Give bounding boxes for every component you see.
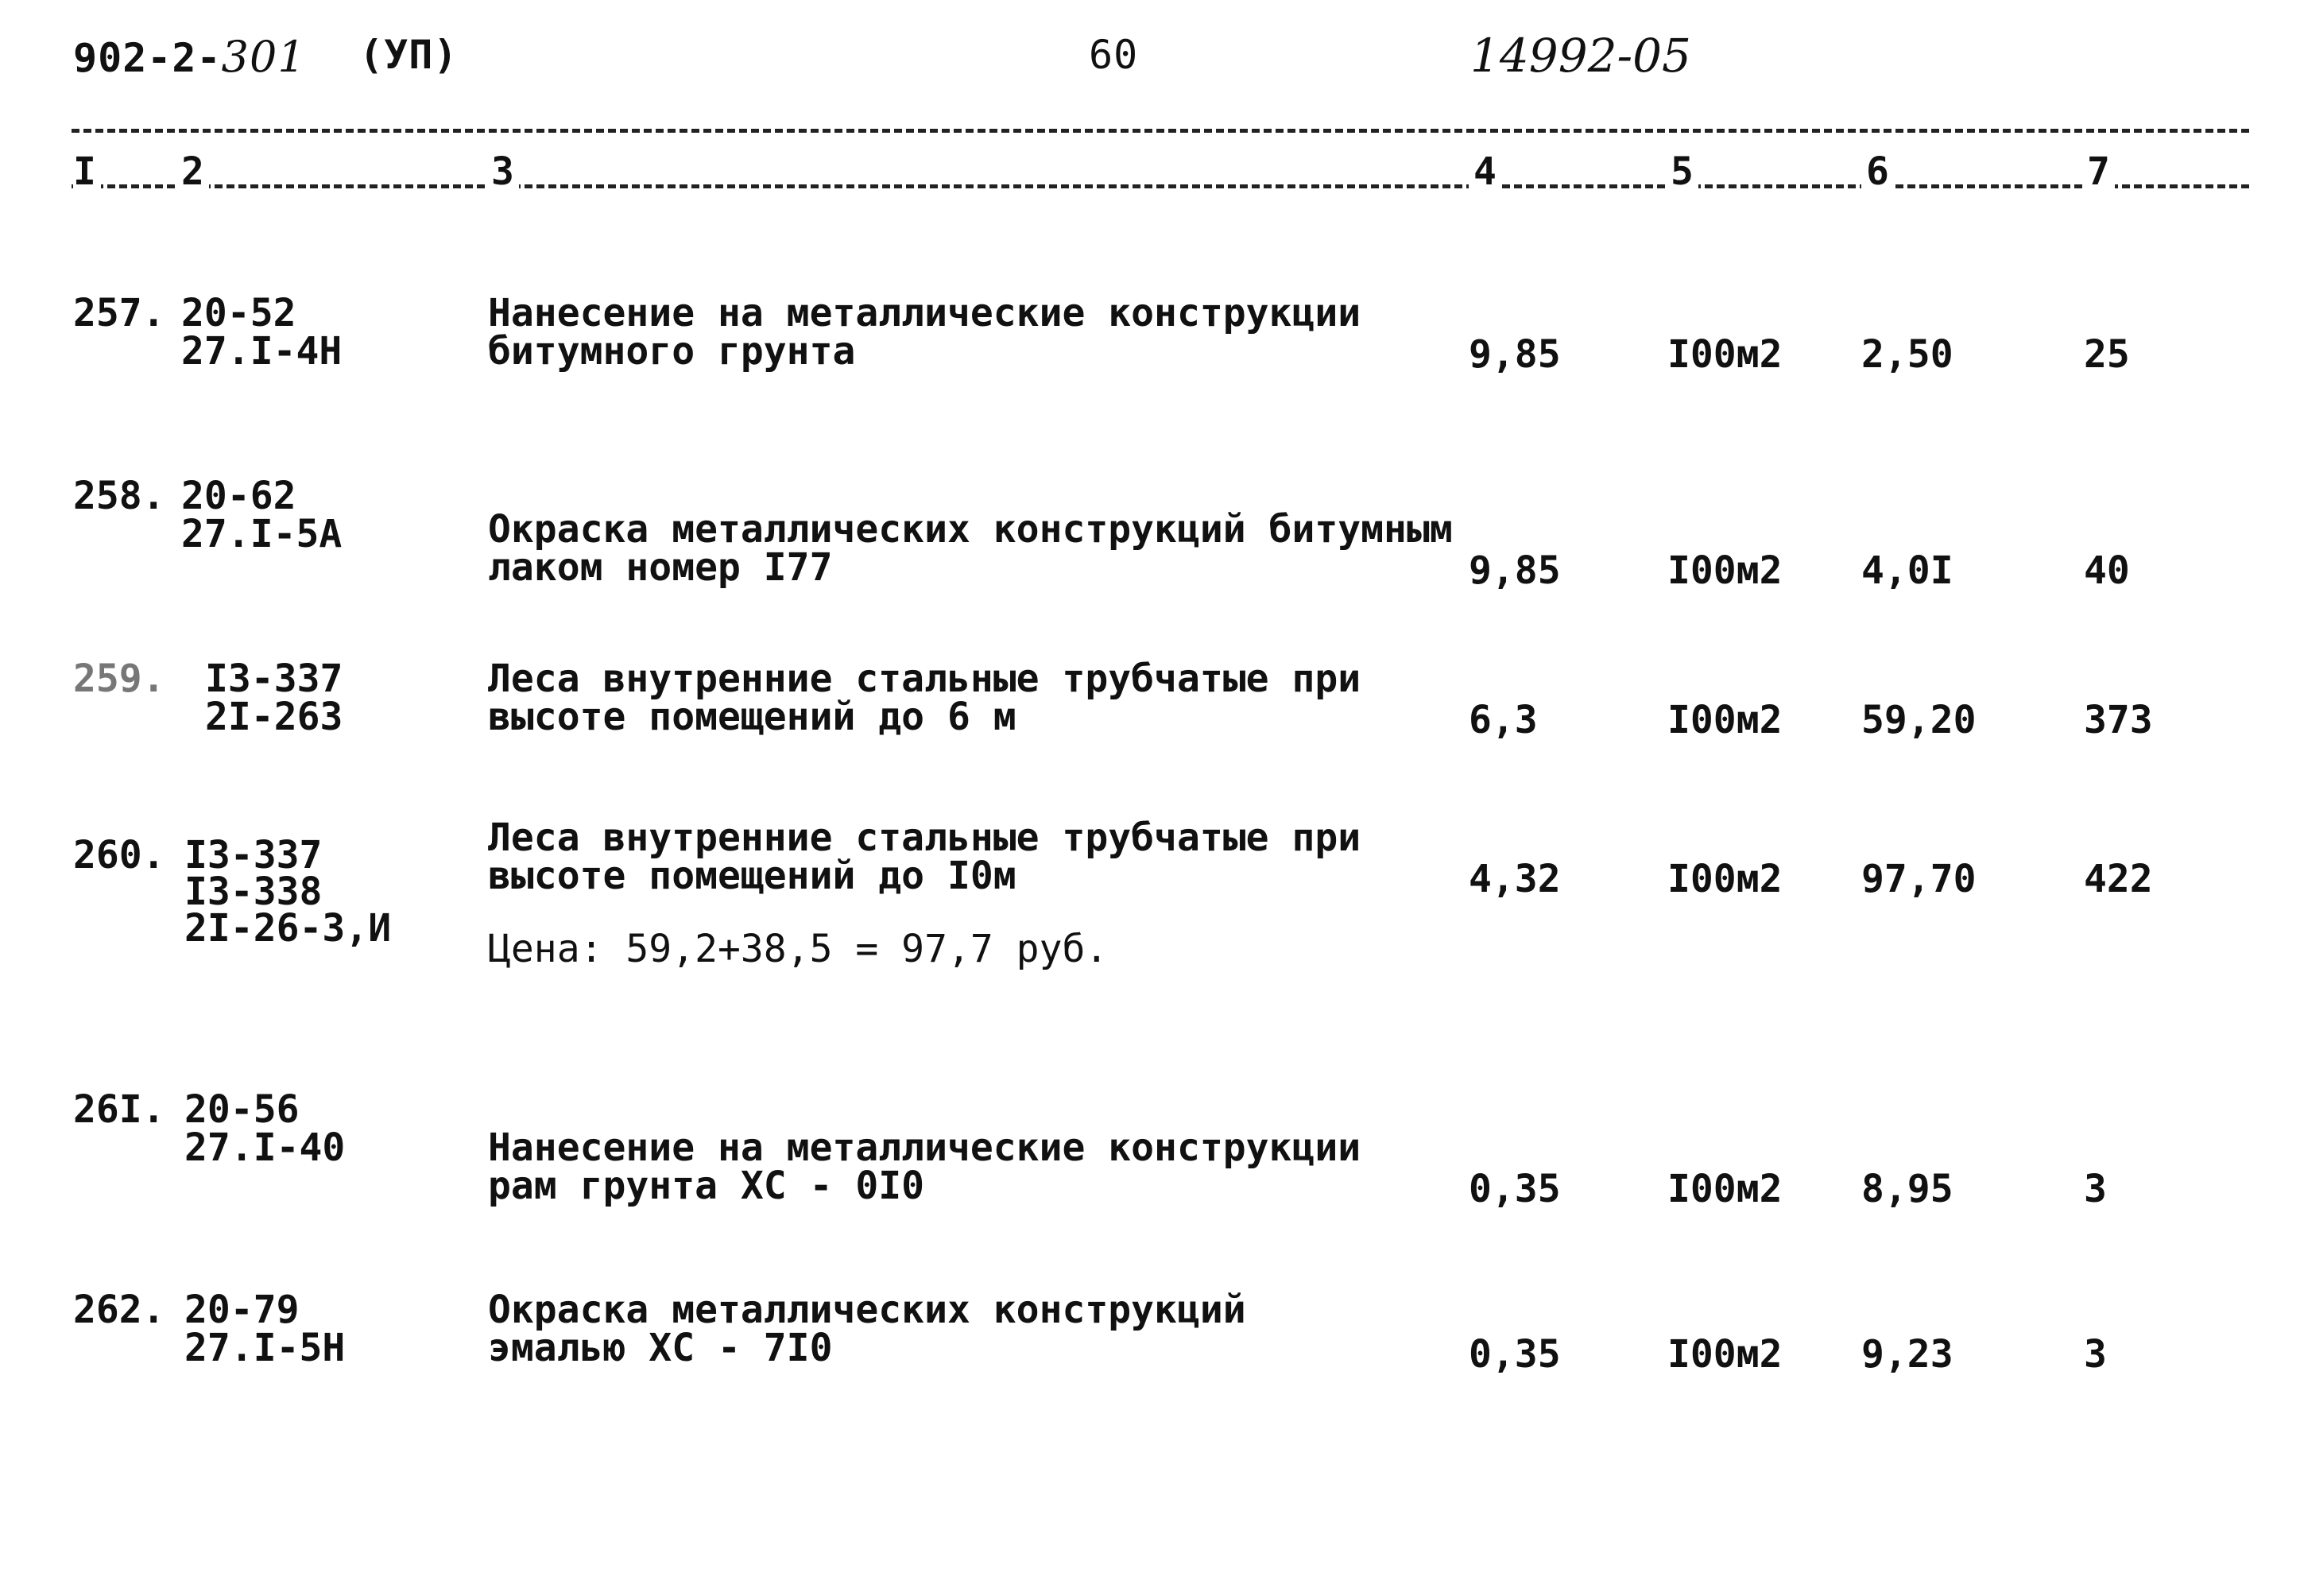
work-description: Леса внутренние стальные трубчатые при	[488, 657, 1361, 701]
quantity: 9,85	[1469, 548, 1561, 593]
quantity: 4,32	[1469, 857, 1561, 901]
work-description: высоте помещений до I0м	[488, 854, 1016, 898]
unit: I00м2	[1667, 548, 1783, 593]
column-number-2: 2	[176, 149, 209, 194]
quantity: 0,35	[1469, 1167, 1561, 1211]
column-number-7: 7	[2082, 149, 2115, 194]
norm-code: 2I-263	[205, 695, 343, 739]
norm-code: 20-56	[184, 1087, 300, 1132]
work-description: Леса внутренние стальные трубчатые при	[488, 815, 1361, 860]
unit: I00м2	[1667, 698, 1783, 742]
unit: I00м2	[1667, 857, 1783, 901]
document-suffix: (УП)	[359, 32, 459, 78]
total-cost: 373	[2084, 698, 2153, 742]
norm-code: I3-337	[205, 657, 343, 701]
norm-code: 27.I-5H	[184, 1326, 346, 1370]
total-cost: 3	[2084, 1167, 2107, 1211]
document-code-prefix: 902-2-	[73, 35, 222, 81]
work-description: Нанесение на металлические конструкции	[488, 291, 1361, 335]
norm-code: 27.I-4H	[181, 329, 343, 374]
work-description: битумного грунта	[488, 329, 856, 374]
unit-price: 8,95	[1861, 1167, 1953, 1211]
unit: I00м2	[1667, 332, 1783, 377]
row-number: 257.	[73, 291, 165, 335]
unit-price: 59,20	[1861, 698, 1977, 742]
quantity: 0,35	[1469, 1332, 1561, 1377]
unit-price: 2,50	[1861, 332, 1953, 377]
header-rule	[72, 129, 2249, 133]
column-number-5: 5	[1666, 149, 1698, 194]
unit: I00м2	[1667, 1332, 1783, 1377]
norm-code: I3-338	[184, 870, 323, 914]
document-code	[73, 32, 306, 82]
norm-code: 20-62	[181, 474, 296, 518]
unit-price: 9,23	[1861, 1332, 1953, 1377]
work-description: высоте помещений до 6 м	[488, 695, 1016, 739]
work-description: Окраска металлических конструкций битумным	[488, 507, 1453, 552]
unit-price: 4,0I	[1861, 548, 1953, 593]
work-description: лаком номер I77	[488, 545, 833, 590]
quantity: 6,3	[1469, 698, 1538, 742]
unit-price: 97,70	[1861, 857, 1977, 901]
norm-code: 27.I-5A	[181, 512, 343, 556]
row-number: 259.	[73, 657, 165, 701]
quantity: 9,85	[1469, 332, 1561, 377]
row-number: 26I.	[73, 1087, 165, 1132]
work-description: рам грунта ХС - 0I0	[488, 1164, 925, 1208]
norm-code: 20-52	[181, 291, 296, 335]
work-description: эмалью ХС - 7I0	[488, 1326, 833, 1370]
column-number-6: 6	[1861, 149, 1894, 194]
norm-code: 2I-26-3,И	[184, 906, 392, 951]
unit: I00м2	[1667, 1167, 1783, 1211]
norm-code: 27.I-40	[184, 1125, 346, 1170]
work-description: Нанесение на металлические конструкции	[488, 1125, 1361, 1170]
column-number-4: 4	[1469, 149, 1501, 194]
work-description: Окраска металлических конструкций	[488, 1288, 1246, 1332]
column-number-3: 3	[486, 149, 519, 194]
archive-number: 14992-05	[1470, 29, 1691, 83]
column-number-1: I	[73, 149, 101, 194]
total-cost: 40	[2084, 548, 2130, 593]
norm-code: I3-337	[184, 833, 323, 877]
row-number: 260.	[73, 833, 165, 877]
document-code-handwritten: 301	[221, 32, 306, 82]
norm-code: 20-79	[184, 1288, 300, 1332]
page-number: 60	[1089, 32, 1139, 78]
row-number: 258.	[73, 474, 165, 518]
total-cost: 422	[2084, 857, 2153, 901]
row-number: 262.	[73, 1288, 165, 1332]
total-cost: 25	[2084, 332, 2130, 377]
column-rule	[72, 184, 2249, 188]
price-note: Цена: 59,2+38,5 = 97,7 руб.	[488, 927, 1109, 971]
total-cost: 3	[2084, 1332, 2107, 1377]
